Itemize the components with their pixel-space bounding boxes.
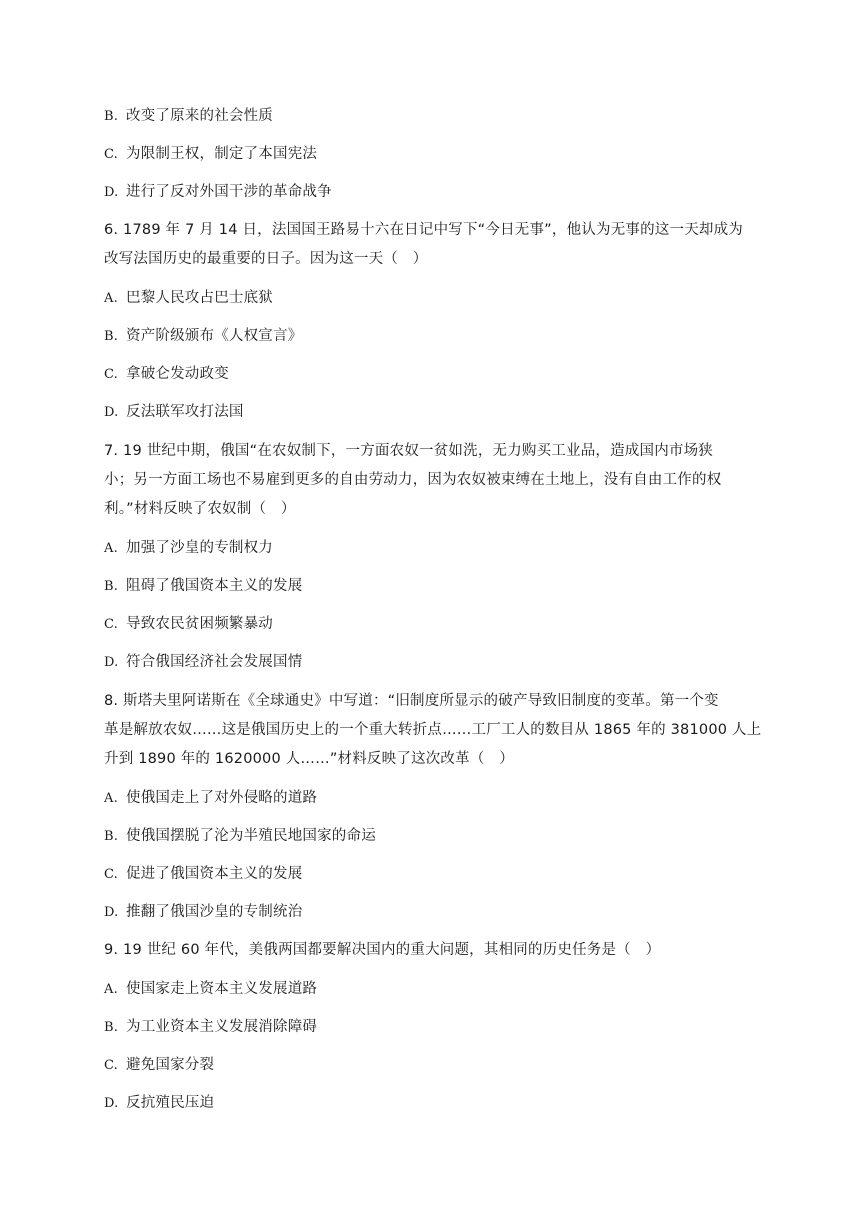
option-text: 推翻了俄国沙皇的专制统治 [126, 904, 303, 920]
option-letter: A. [104, 982, 118, 997]
q6-option-b [104, 326, 302, 347]
q5-option-c [104, 144, 317, 165]
option-letter: B. [104, 109, 119, 124]
option-text: 促进了俄国资本主义的发展 [126, 866, 303, 882]
q6-stem-line-2: 改写法国历史的最重要的日子。因为这一天（ ） [104, 251, 428, 267]
option-text: 拿破仑发动政变 [126, 366, 229, 382]
option-letter: D. [104, 905, 119, 920]
q6-option-d [104, 402, 244, 423]
q8-option-d [104, 902, 302, 923]
q8-stem-line-3: 升到 1890 年的 1620000 人……”材料反映了这次改革（ ） [104, 751, 514, 767]
q8-stem-line-2: 革是解放农奴……这是俄国历史上的一个重大转折点……工厂工人的数目从 1865 年的 381000 人上 [104, 722, 762, 738]
option-letter: B. [104, 829, 119, 844]
q7-stem-line-2: 小；另一方面工场也不易雇到更多的自由劳动力，因为农奴被束缚在土地上，没有自由工作的权 [104, 472, 722, 488]
q6-option-a [104, 288, 273, 309]
option-text: 反抗殖民压迫 [126, 1095, 215, 1111]
q9-stem-line-1: 9. 19 世纪 60 年代，美俄两国都要解决国内的重大问题，其相同的历史任务是（ ） [104, 942, 661, 958]
option-text: 避免国家分裂 [126, 1057, 215, 1073]
option-text: 符合俄国经济社会发展国情 [126, 654, 303, 670]
option-letter: C. [104, 617, 119, 632]
q8-option-a [104, 788, 317, 809]
q7-option-b [104, 576, 302, 597]
q7-stem-line-3: 利。”材料反映了农奴制（ ） [104, 501, 296, 517]
q7-option-a [104, 538, 273, 559]
option-text: 为工业资本主义发展消除障碍 [126, 1019, 318, 1035]
q7-option-d [104, 652, 302, 673]
option-letter: D. [104, 655, 119, 670]
q6-stem-line-1: 6. 1789 年 7 月 14 日，法国国王路易十六在日记中写下“今日无事”，他认为无事的这一天却成为 [104, 222, 743, 238]
option-text: 阻碍了俄国资本主义的发展 [126, 578, 303, 594]
option-letter: C. [104, 367, 119, 382]
option-letter: B. [104, 1020, 119, 1035]
q7-option-c [104, 614, 273, 635]
option-letter: B. [104, 329, 119, 344]
option-text: 加强了沙皇的专制权力 [126, 540, 273, 556]
option-letter: C. [104, 147, 119, 162]
option-letter: A. [104, 291, 118, 306]
option-text: 巴黎人民攻占巴士底狱 [126, 290, 273, 306]
option-text: 反法联军攻打法国 [126, 404, 244, 420]
q5-option-d [104, 182, 332, 203]
option-text: 使俄国走上了对外侵略的道路 [126, 790, 318, 806]
option-text: 改变了原来的社会性质 [126, 108, 273, 124]
option-letter: B. [104, 579, 119, 594]
option-letter: A. [104, 541, 118, 556]
q9-option-d [104, 1093, 214, 1114]
q8-option-c [104, 864, 302, 885]
option-letter: C. [104, 1058, 119, 1073]
option-text: 使国家走上资本主义发展道路 [126, 981, 318, 997]
q9-option-b [104, 1017, 317, 1038]
option-text: 导致农民贫困频繁暴动 [126, 616, 273, 632]
option-text: 为限制王权，制定了本国宪法 [126, 146, 318, 162]
option-letter: C. [104, 867, 119, 882]
option-letter: D. [104, 1096, 119, 1111]
q8-option-b [104, 826, 376, 847]
q5-option-b [104, 106, 273, 127]
option-text: 资产阶级颁布《人权宣言》 [126, 328, 303, 344]
q8-stem-line-1: 8. 斯塔夫里阿诺斯在《全球通史》中写道：“旧制度所显示的破产导致旧制度的变革。第一个变 [104, 693, 719, 709]
q6-option-c [104, 364, 229, 385]
option-letter: D. [104, 185, 119, 200]
q7-stem-line-1: 7. 19 世纪中期，俄国“在农奴制下，一方面农奴一贫如洗，无力购买工业品，造成国内市场狭 [104, 443, 714, 459]
option-letter: A. [104, 791, 118, 806]
option-letter: D. [104, 405, 119, 420]
q9-option-a [104, 979, 317, 1000]
q9-option-c [104, 1055, 214, 1076]
option-text: 使俄国摆脱了沦为半殖民地国家的命运 [126, 828, 376, 844]
option-text: 进行了反对外国干涉的革命战争 [126, 184, 332, 200]
